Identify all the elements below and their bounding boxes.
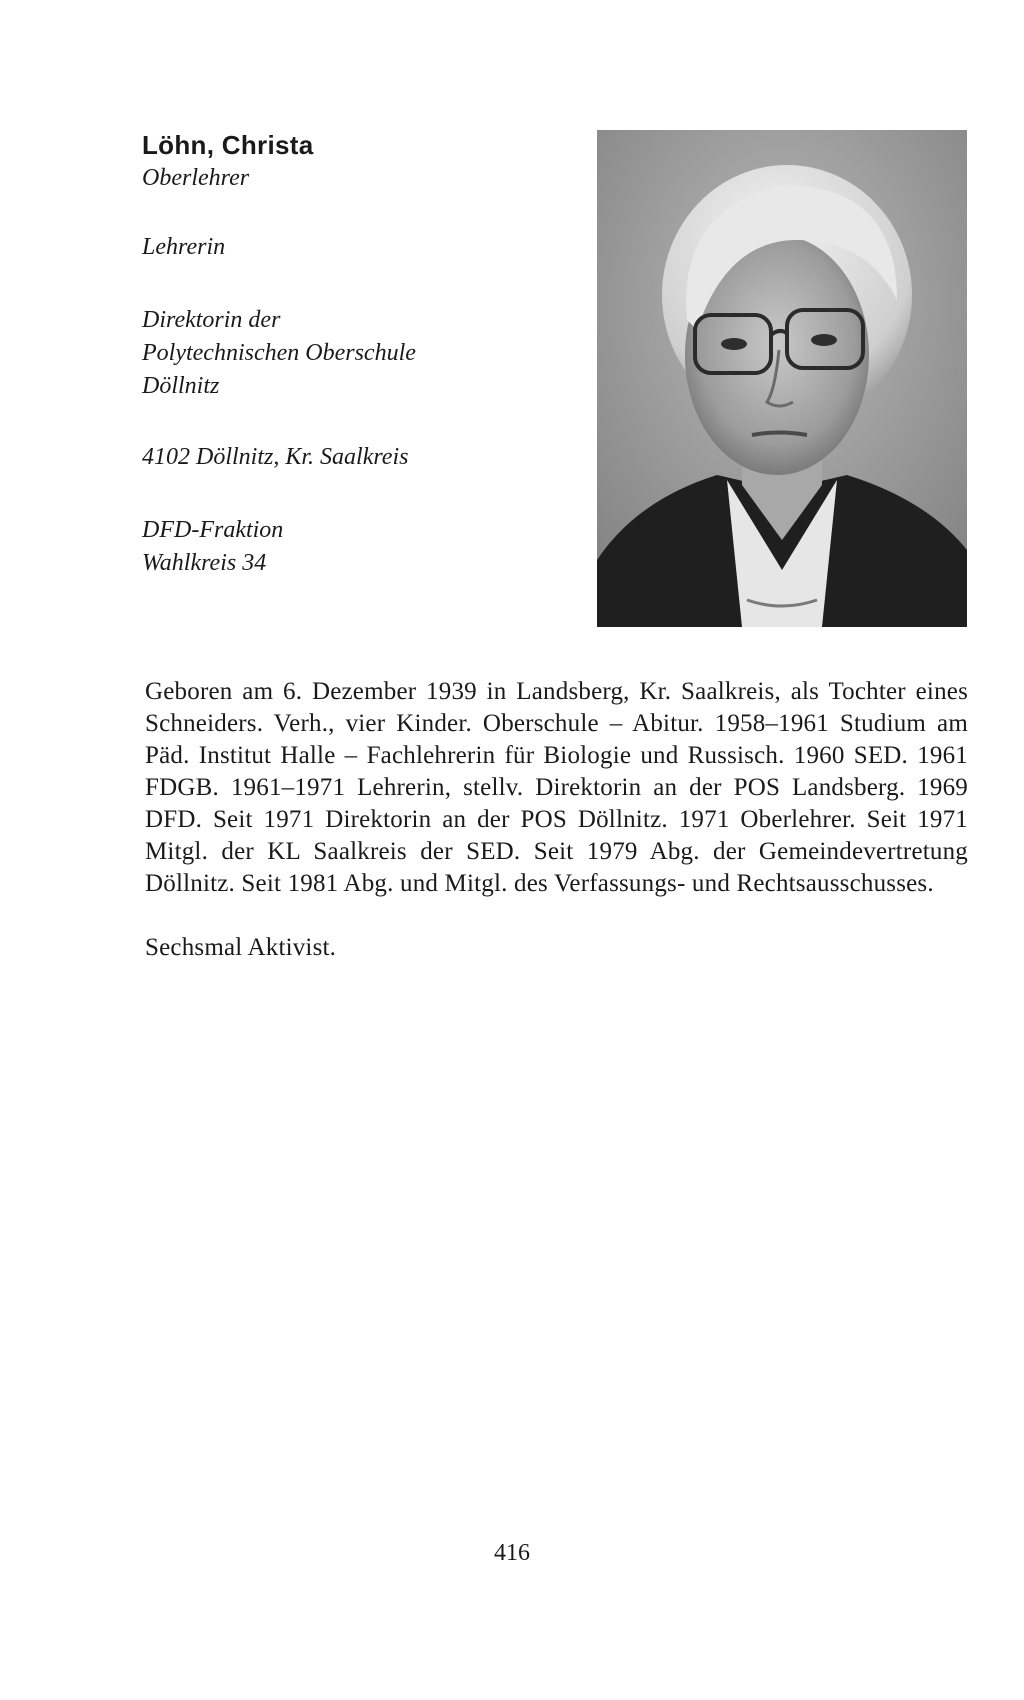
person-address: 4102 Döllnitz, Kr. Saalkreis <box>142 444 409 470</box>
person-name: Löhn, Christa <box>142 130 314 160</box>
person-profession: Lehrerin <box>142 234 226 260</box>
person-faction: DFD-Fraktion <box>142 517 284 543</box>
person-constituency: Wahlkreis 34 <box>142 550 267 576</box>
biography-award: Sechsmal Aktivist. <box>145 934 337 961</box>
biography-text: Geboren am 6. Dezember 1939 in Landsberg, Kr. Saalkreis, als Tochter eines Schneiders. Verh., vier Kinder. Oberschule – Abitur. 1958–1961 Studium am Päd. Institut Halle – Fachlehrerin für Biologie und Russisch. 1960 SED. 1961 FDGB. 1961–1971 Lehrerin, stellv. Direktorin an der POS Landsberg. 1969 DFD. Seit 1971 Direktorin an der POS Döllnitz. 1971 Oberlehrer. Seit 1971 Mitgl. der KL Saalkreis der SED. Seit 1979 Abg. der Gemeindevertretung Döllnitz. Seit 1981 Abg. und Mitgl. des Verfassungs- und Rechtsausschusses. <box>145 678 968 897</box>
person-position <box>142 304 582 403</box>
portrait-illustration <box>597 130 967 627</box>
page-number: 416 <box>494 1540 530 1566</box>
person-title: Oberlehrer <box>142 165 250 191</box>
position-line: Direktorin der <box>142 307 281 333</box>
person-header <box>142 128 582 580</box>
position-line: Polytechnischen Oberschule <box>142 340 416 366</box>
position-line: Döllnitz <box>142 373 220 399</box>
portrait-photo <box>597 130 967 627</box>
